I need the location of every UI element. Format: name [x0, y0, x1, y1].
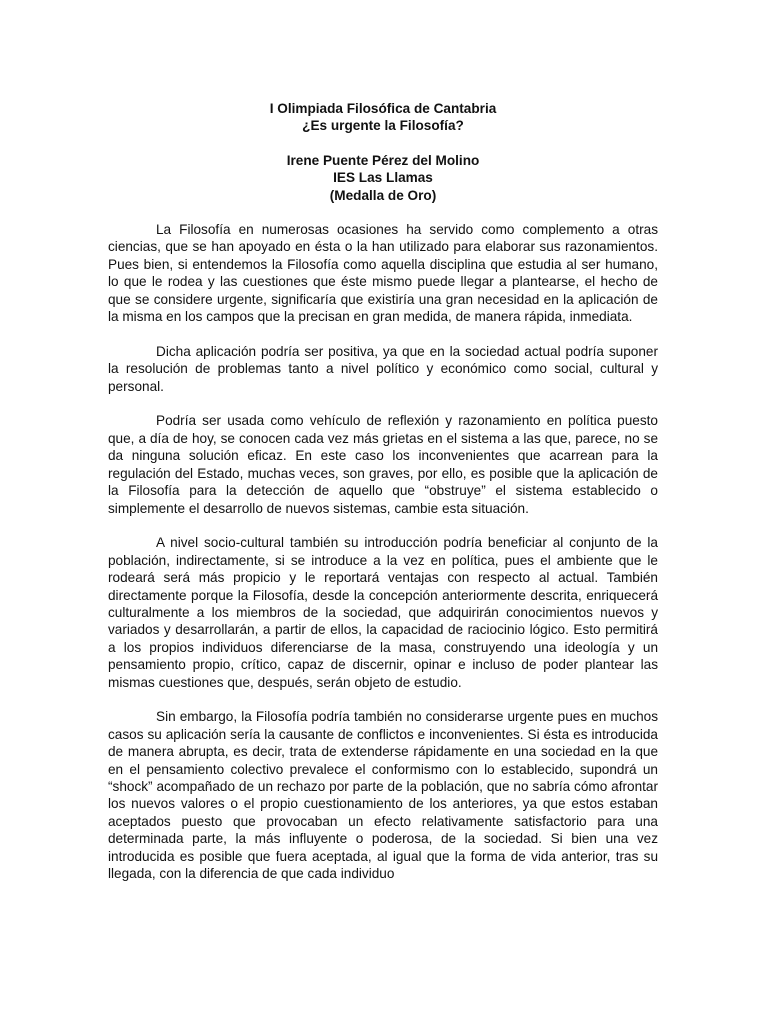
document-header	[108, 100, 658, 204]
document-body	[108, 221, 658, 882]
school-name: IES Las Llamas	[333, 170, 433, 186]
body-paragraph: La Filosofía en numerosas ocasiones ha servido como complemento a otras ciencias, que se han apoyado en ésta o la han utilizado para elaborar sus razonamientos. Pues bien, si entendemos la Filosofía como aquella disciplina que estudia al ser humano, lo que le rodea y las cuestiones que éste mismo puede llegar a plantearse, el hecho de que se considere urgente, significaría que existiría una gran necesidad en la aplicación de la misma en los campos que la precisan en gran medida, de manera rápida, inmediata.	[108, 222, 658, 325]
body-paragraph: Sin embargo, la Filosofía podría también no considerarse urgente pues en muchos casos su aplicación sería la causante de conflictos e inconvenientes. Si ésta es introducida de manera abrupta, es decir, trata de extenderse rápidamente en una sociedad en la que en el pensamiento colectivo prevalece el conformismo con lo establecido, supondrá un “shock” acompañado de un rechazo por parte de la población, que no sabría cómo afrontar los nuevos valores o el propio cuestionamiento de los anteriores, ya que estos estaban aceptados puesto que provocaban un efecto relativamente satisfactorio para una determinada parte, la más influyente o poderosa, de la sociedad. Si bien una vez introducida es posible que fuera aceptada, al igual que la forma de vida anterior, tras su llegada, con la diferencia de que cada individuo	[108, 709, 658, 881]
header-body-gap	[108, 204, 658, 221]
body-paragraph: A nivel socio-cultural también su introducción podría beneficiar al conjunto de la población, indirectamente, si se introduce a la vez en política, pues el ambiente que le rodeará será más propicio y le reportará ventajas con respecto al actual. También directamente porque la Filosofía, desde la concepción anteriormente descrita, enriquecerá culturalmente a los miembros de la sociedad, que adquirirán conocimientos nuevos y variados y desarrollarán, a partir de ellos, la capacidad de raciocinio lógico. Esto permitirá a los propios individuos diferenciarse de la masa, construyendo una ideología y un pensamiento propio, crítico, capaz de discernir, opinar e incluso de poder plantear las mismas cuestiones que, después, serán objeto de estudio.	[108, 535, 658, 690]
author-name: Irene Puente Pérez del Molino	[286, 152, 480, 168]
body-paragraph: Dicha aplicación podría ser positiva, ya que en la sociedad actual podría suponer la resolución de problemas tanto a nivel político y económico como social, cultural y personal.	[108, 343, 658, 394]
header-gap	[108, 135, 658, 152]
body-paragraph: Podría ser usada como vehículo de reflexión y razonamiento en política puesto que, a día de hoy, se conocen cada vez más grietas en el sistema a las que, parece, no se da ninguna solución eficaz. En este caso los inconvenientes que acarrean para la regulación del Estado, muchas veces, son graves, por ello, es posible que la aplicación de la Filosofía para la detección de aquello que “obstruye” el sistema establecido o simplemente el desarrollo de nuevos sistemas, cambie esta situación.	[108, 413, 658, 516]
event-title: I Olimpiada Filosófica de Cantabria	[269, 101, 497, 116]
essay-title: ¿Es urgente la Filosofía?	[302, 118, 464, 134]
award-label: (Medalla de Oro)	[329, 187, 437, 203]
document-page	[108, 100, 658, 900]
